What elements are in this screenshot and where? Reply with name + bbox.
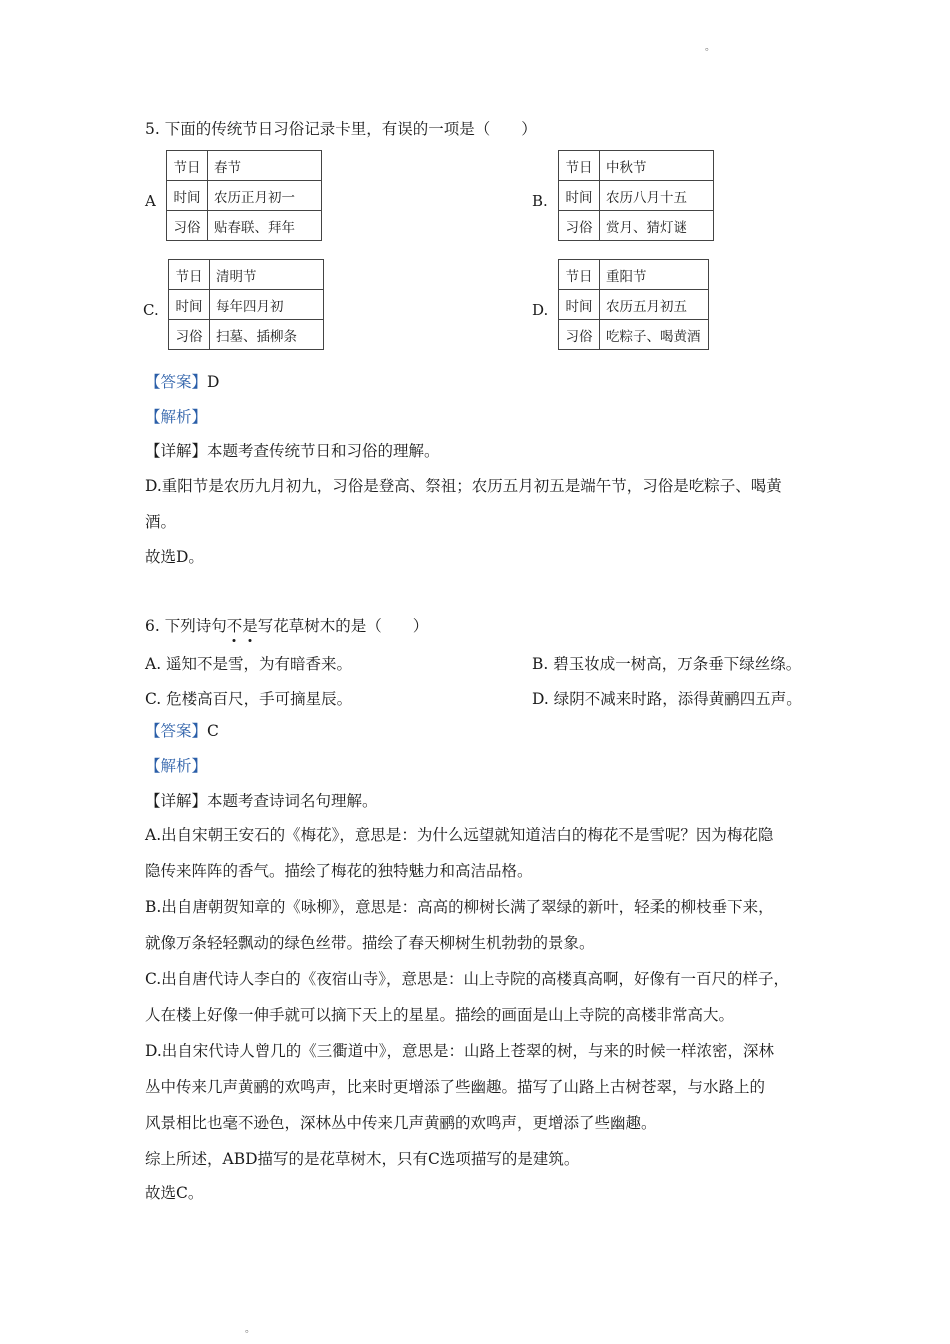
- q6-explain-line: 风景相比也毫不逊色，深林丛中传来几声黄鹂的欢鸣声，更增添了些幽趣。: [145, 1114, 657, 1132]
- q5-explain-line: 酒。: [145, 513, 177, 531]
- q6-option-a: A. 遥知不是雪，为有暗香来。: [145, 655, 353, 673]
- q6-explain-line: B.出自唐朝贺知章的《咏柳》，意思是：高高的柳树长满了翠绿的新叶，轻柔的柳枝垂下来，: [145, 898, 774, 916]
- analysis-tag: 【解析】: [145, 408, 208, 426]
- card-cell: 节日: [167, 151, 208, 181]
- q5-card-c: [168, 259, 324, 350]
- q5-card-d-letter: D.: [532, 301, 549, 319]
- card-cell: 时间: [169, 290, 210, 320]
- q5-card-b: [558, 150, 714, 241]
- card-cell: 时间: [559, 181, 600, 211]
- card-cell: 赏月、猜灯谜: [600, 211, 714, 241]
- detail-text: 本题考查传统节日和习俗的理解。: [207, 442, 440, 460]
- q6-detail: [145, 791, 378, 811]
- q5-detail: [145, 441, 440, 461]
- q6-explain-line: 综上所述，ABD描写的是花草树木，只有C选项描写的是建筑。: [145, 1150, 580, 1168]
- answer-value: C: [207, 722, 219, 740]
- card-cell: 每年四月初: [210, 290, 324, 320]
- header-mark: 。: [705, 42, 715, 53]
- answer-value: D: [207, 373, 220, 391]
- card-cell: 重阳节: [600, 260, 709, 290]
- q5-card-b-letter: B.: [532, 192, 548, 210]
- q6-explain-line: 丛中传来几声黄鹂的欢鸣声，比来时更增添了些幽趣。描写了山路上古树苍翠，与水路上的: [145, 1078, 766, 1096]
- card-cell: 春节: [208, 151, 322, 181]
- q6-conclusion: 故选C。: [145, 1184, 204, 1202]
- q5-card-a-letter: A: [145, 192, 156, 210]
- q5-conclusion: 故选D。: [145, 548, 204, 566]
- q6-option-c: C. 危楼高百尺，手可摘星辰。: [145, 690, 353, 708]
- card-cell: 时间: [559, 290, 600, 320]
- card-cell: 扫墓、插柳条: [210, 320, 324, 350]
- q6-analysis: [145, 756, 207, 776]
- q5-stem: 5. 下面的传统节日习俗记录卡里，有误的一项是（ ）: [145, 120, 537, 138]
- q6-explain-line: D.出自宋代诗人曾几的《三衢道中》，意思是：山路上苍翠的树，与来的时候一样浓密，深林: [145, 1042, 775, 1060]
- q6-option-b: B. 碧玉妆成一树高，万条垂下绿丝绦。: [532, 655, 802, 673]
- q5-analysis: [145, 407, 207, 427]
- analysis-tag: 【解析】: [145, 757, 208, 775]
- q5-card-d: [558, 259, 709, 350]
- card-cell: 节日: [559, 151, 600, 181]
- detail-text: 本题考查诗词名句理解。: [207, 792, 378, 810]
- emphasis-char: 是: [242, 617, 258, 635]
- emphasis-char: 不: [226, 617, 243, 635]
- footer-mark: 。: [245, 1324, 255, 1335]
- q5-explain-line: D.重阳节是农历九月初九，习俗是登高、祭祖；农历五月初五是端午节，习俗是吃粽子、喝黄: [145, 477, 782, 495]
- detail-tag: 【详解】: [145, 792, 208, 810]
- card-cell: 习俗: [169, 320, 210, 350]
- q6-stem: [145, 616, 428, 636]
- q6-stem-pre: 6. 下列诗句: [145, 617, 227, 635]
- card-cell: 中秋节: [600, 151, 714, 181]
- card-cell: 习俗: [559, 211, 600, 241]
- q5-answer: [145, 372, 219, 392]
- card-cell: 习俗: [167, 211, 208, 241]
- q6-explain-line: 人在楼上好像一伸手就可以摘下天上的星星。描绘的画面是山上寺院的高楼非常高大。: [145, 1006, 735, 1024]
- q6-option-d: D. 绿阴不减来时路，添得黄鹂四五声。: [532, 690, 802, 708]
- detail-tag: 【详解】: [145, 442, 208, 460]
- card-cell: 习俗: [559, 320, 600, 350]
- card-cell: 时间: [167, 181, 208, 211]
- q6-explain-line: A.出自宋朝王安石的《梅花》，意思是：为什么远望就知道洁白的梅花不是雪呢？因为梅花隐: [145, 826, 774, 844]
- card-cell: 农历五月初五: [600, 290, 709, 320]
- card-cell: 清明节: [210, 260, 324, 290]
- card-cell: 农历正月初一: [208, 181, 322, 211]
- q6-explain-line: C.出自唐代诗人李白的《夜宿山寺》，意思是：山上寺院的高楼真高啊，好像有一百尺的样子，: [145, 970, 789, 988]
- q6-stem-post: 写花草树木的是（ ）: [257, 617, 429, 635]
- card-cell: 节日: [559, 260, 600, 290]
- card-cell: 贴春联、拜年: [208, 211, 322, 241]
- q6-explain-line: 隐传来阵阵的香气。描绘了梅花的独特魅力和高洁品格。: [145, 862, 533, 880]
- answer-tag: 【答案】: [145, 373, 208, 391]
- card-cell: 农历八月十五: [600, 181, 714, 211]
- q6-explain-line: 就像万条轻轻飘动的绿色丝带。描绘了春天柳树生机勃勃的景象。: [145, 934, 595, 952]
- q6-answer: [145, 721, 219, 741]
- card-cell: 节日: [169, 260, 210, 290]
- q5-card-a: [166, 150, 322, 241]
- answer-tag: 【答案】: [145, 722, 208, 740]
- q5-card-c-letter: C.: [143, 301, 159, 319]
- card-cell: 吃粽子、喝黄酒: [600, 320, 709, 350]
